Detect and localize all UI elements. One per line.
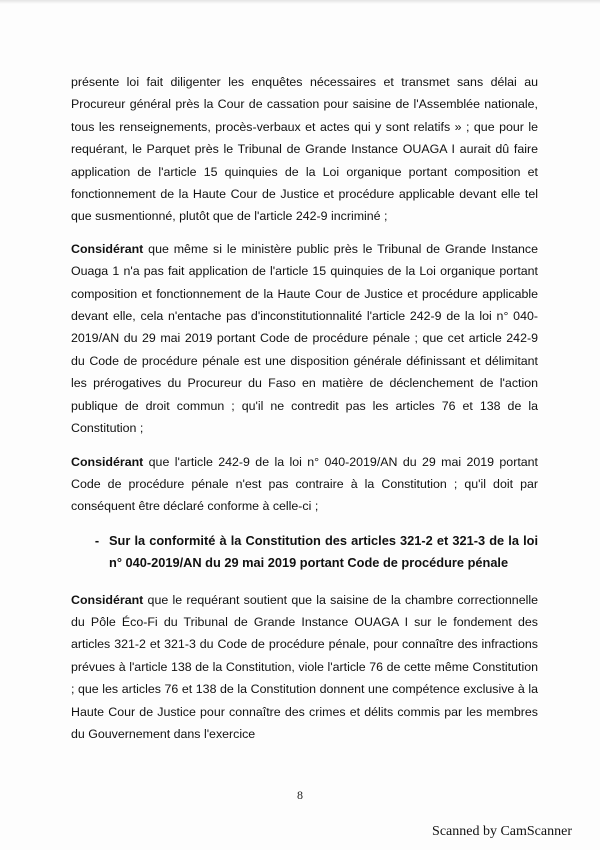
section-heading-text: Sur la conformité à la Constitution des articles 321-2 et 321-3 de la loi n° 040-2019/AN du 29 mai 2019 portant Code de procédure pénale (109, 532, 538, 571)
paragraph-lead-word: Considérant (71, 454, 144, 469)
paragraph-text: que l'article 242-9 de la loi n° 040-2019/AN du 29 mai 2019 portant Code de procédure pénale n'est pas contraire à la Constitution ; qu'il doit par conséquent être déclaré conforme à celle-ci ; (71, 454, 538, 514)
paragraph-lead-word: Considérant (71, 241, 144, 256)
scan-top-edge (0, 0, 600, 4)
paragraph-text: que même si le ministère public près le Tribunal de Grande Instance Ouaga 1 n'a pas fait application de l'article 15 quinquies de la Loi organique portant composition et fonctionnement de la Haute Cour de Justice et procédure applicable devant elle, cela n'entache pas d'inconstitutionnalité l'article 242-9 de la loi n° 040-2019/AN du 29 mai 2019 portant Code de procédure pénale ; que cet article 242-9 du Code de procédure pénale est une disposition générale définissant et délimitant les prérogatives du Procureur du Faso en matière de déclenchement de l'action publique de droit commun ; qu'il ne contredit pas les articles 76 et 138 de la Constitution ; (71, 241, 538, 436)
paragraph-text: que le requérant soutient que la saisine de la chambre correctionnelle du Pôle Éco-Fi du Tribunal de Grande Instance OUAGA I sur le fondement des articles 321-2 et 321-3 du Code de procédure pénale, pour connaître des infractions prévues à l'article 138 de la Constitution, viole l'article 76 de cette même Constitution ; que les articles 76 et 138 de la Constitution donnent une compétence exclusive à la Haute Cour de Justice pour connaître des crimes et délits commis par les membres du Gouvernement dans l'exercice (71, 592, 538, 741)
paragraph-lead-word: Considérant (71, 592, 144, 607)
paragraph-text: présente loi fait diligenter les enquêtes nécessaires et transmet sans délai au Procureur général près la Cour de cassation pour saisine de l'Assemblée nationale, tous les renseignements, procès-verbaux et actes qui y sont relatifs » ; que pour le requérant, le Parquet près le Tribunal de Grande Instance OUAGA I aurait dû faire application de l'article 15 quinquies de la Loi organique portant composition et fonctionnement de la Haute Cour de Justice et procédure applicable devant elle tel que susmentionné, plutôt que de l'article 242-9 incriminé ; (71, 75, 538, 224)
paragraph-considerant-2 (71, 451, 538, 518)
page-number: 8 (297, 788, 303, 802)
scanner-watermark: Scanned by CamScanner (432, 824, 572, 839)
section-heading (71, 530, 538, 575)
paragraph-continuation (71, 71, 538, 228)
paragraph-considerant-1 (71, 238, 538, 440)
document-body (71, 71, 538, 745)
heading-bullet-dash: - (94, 532, 100, 548)
paragraph-considerant-3 (71, 589, 538, 746)
